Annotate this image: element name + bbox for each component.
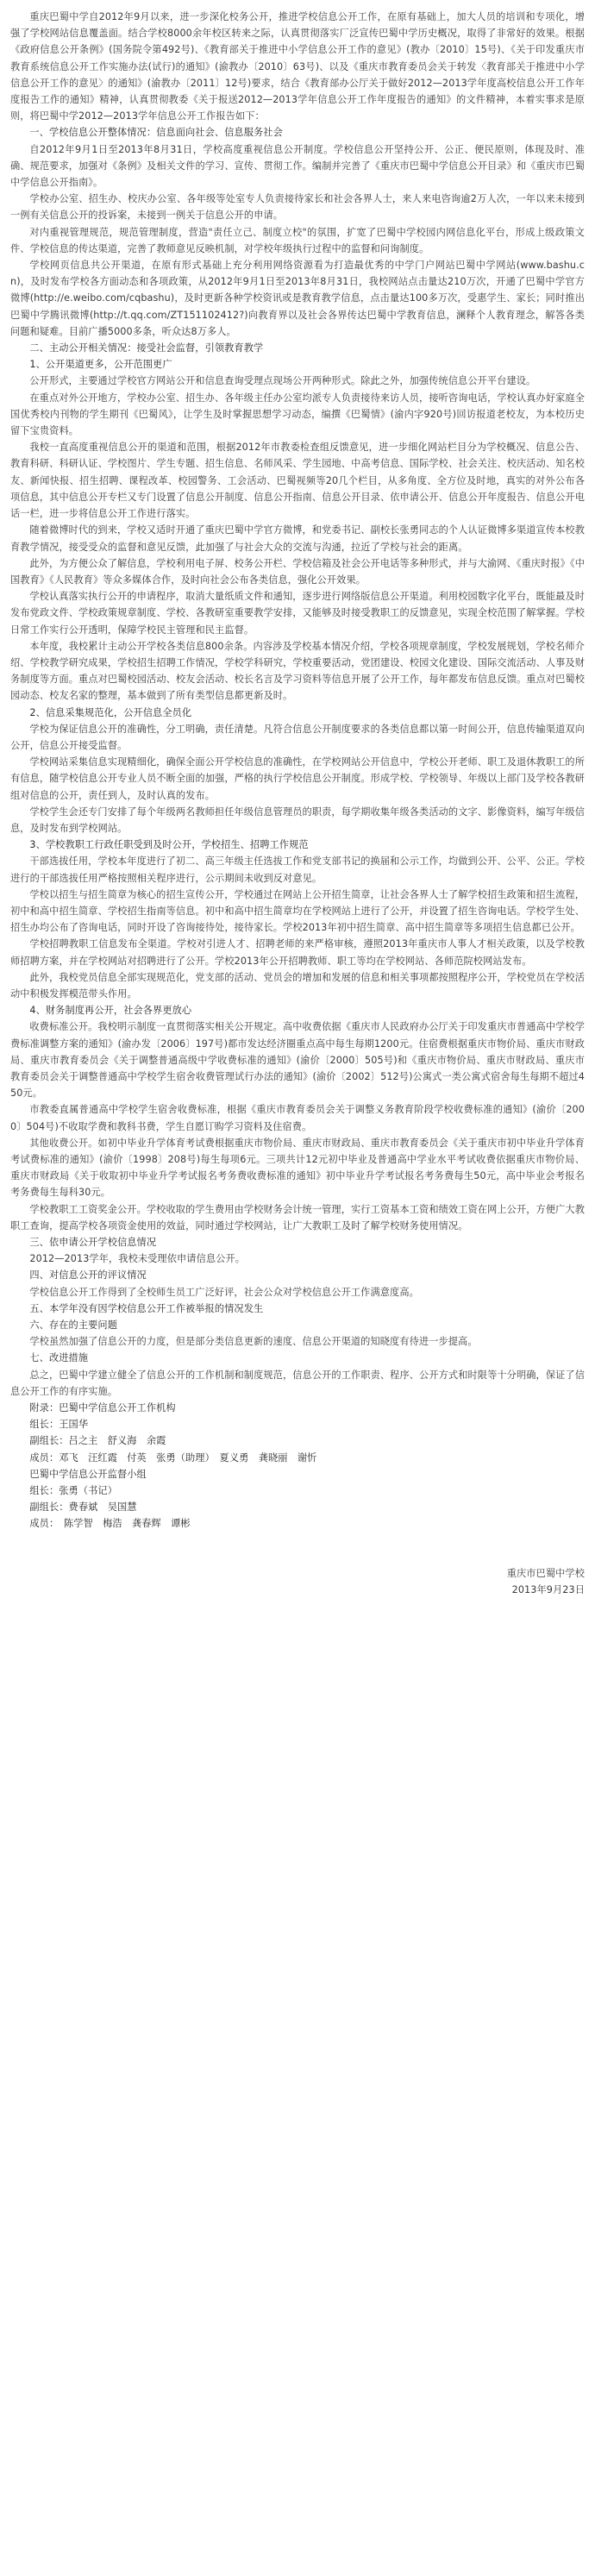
paragraph: 其他收费公开。如初中毕业升学体育考试费根据重庆市物价局、重庆市财政局、重庆市教育委员会《关于重庆市初中毕业升学体育考试费标准的通知》(渝价〔1998〕208号)每生每项6元。三项共计12元初中毕业及普通高中学业水平考试收费依据重庆市物价局、重庆市财政局《关于收取初中毕业升学考试报名考务费收费标准的通知》初中毕业升学考试报名考务费每生50元，高中毕业会考报名考务费每生每科30元。 — [10, 1137, 585, 1199]
paragraph: 对内重视管理规范，规范管理制度，营造"责任立己、制度立校"的氛围，扩宽了巴蜀中学校园内网信息化平台，形成上级政策文件、学校信息的传达渠道，完善了教师意见反映机制，对学校年级执行过程中的监督和问询制度。 — [10, 226, 585, 254]
paragraph: 学校以招生与招生简章为核心的招生宣传公开，学校通过在网站上公开招生简章，让社会各界人士了解学校招生政策和招生流程，初中和高中招生简章、学校招生指南等信息。初中和高中招生简章均在学校网站上进行了公开，并设置了招生咨询电话。学校学生处、招生办均公布了咨询电话，同时开设了咨询接待处，接待家长。学校2013年初中招生简章、高中招生简章等多项招生信息都已公开。 — [10, 888, 585, 934]
paragraph: 学校学生会还专门安排了每个年级两名教师担任年级信息管理员的职责，每学期收集年级各类活动的文字、影像资料，编写年级信息，及时发布到学校网站。 — [10, 805, 585, 834]
paragraph: 学校招聘教职工信息发布全渠道。学校对引进人才、招聘老师的来严格审核，遵照2013年重庆市人事人才相关政策，以及学校教师招聘方案，并在学校网站对招聘进行了公开。学校2013年公开招聘教师、职工等均在学校网站、各师范院校网站发布。 — [10, 938, 585, 967]
paragraph: 总之，巴蜀中学建立健全了信息公开的工作机制和制度规范，信息公开的工作职责、程序、公开方式和时限等十分明确，保证了信息公开工作的有序实施。 — [10, 1369, 585, 1397]
paragraph: 此外，为方便公众了解信息，学校利用电子屏、校务公开栏、学校信箱及社会公开电话等多种形式，并与大渝网、《重庆时报》《中国教育》《人民教育》等众多媒体合作，及时向社会公布各类信息，强化公开效果。 — [10, 557, 585, 586]
section-heading: 成员：邓飞 汪红霞 付英 张勇（助理） 夏义勇 龚晓丽 谢忻 — [29, 1451, 317, 1463]
signature-org: 重庆市巴蜀中学校 — [506, 1567, 585, 1579]
paragraph: 学校网站采集信息实现精细化，确保全面公开学校信息的准确性，在学校网站公开信息中，学校公开老师、职工及退休教职工的所有信息，随学校信息公开专业人员不断全面的加强，严格的执行学校信息公开制度。形成学校、学校领导、年级以上部门及学校各教研组对信息的公开，责任到人，及时认真的发布。 — [10, 756, 585, 801]
section-heading: 1、公开渠道更多，公开范围更广 — [29, 359, 172, 371]
paragraph: 学校办公室、招生办、校庆办公室、各年级等处室专人负责接待家长和社会各界人士，来人来电咨询逾2万人次，一年以来未接到一例有关信息公开的投诉案，未接到一例关于信息公开的申请。 — [10, 193, 585, 222]
paragraph: 自2012年9月1日至2013年8月31日，学校高度重视信息公开制度。学校信息公开坚持公开、公正、便民原则，体现及时、准确、规范要求，加强对《条例》及相关文件的学习、宣传、贯彻工作。编制并完善了《重庆市巴蜀中学信息公开目录》和《重庆市巴蜀中学信息公开指南》。 — [10, 143, 585, 189]
section-heading: 成员： 陈学智 梅浩 龚春辉 谭彬 — [29, 1518, 191, 1530]
section-heading: 副组长：费春斌 吴国慧 — [29, 1501, 137, 1514]
paragraph: 重庆巴蜀中学自2012年9月以来，进一步深化校务公开，推进学校信息公开工作，在原有基础上，加大人员的培训和专项化，增强了学校网站信息覆盖面。结合学校8000余年校区转来之际，认真贯彻落实厂泛宣传巴蜀中学历史概况，取得了非常好的效果。根据《政府信息公开条例》(国务院令第492号)、《教育部关于推进中小学信息公开工作的意见》(教办〔2010〕15号)、《关于印发重庆市教育系统信息公开工作实施办法(试行)的通知》(渝教办〔2010〕63号)、以及《重庆市教育委员会关于转发〈教育部关于推进中小学信息公开工作的意见〉的通知》(渝教办〔2011〕12号)要求，结合《教育部办公厅关于做好2012—2013学年度高校信息公开工作年度报告工作的通知》精神，认真贯彻教委《关于报送2012—2013学年信息公开工作年度报告的通知》的文件精神，本着实事求是原则，将巴蜀中学2012—2013学年信息公开工作报告如下： — [10, 11, 585, 122]
spacer — [10, 1532, 585, 1549]
paragraph: 在重点对外公开地方，学校办公室、招生办、各年级主任办公室均派专人负责接待来访人员，接听咨询电话，学校认真办好家庭全国优秀校内刊物的学生期刊《巴蜀风》，让学生及时掌握思想学习动态，编撰《巴蜀情》(渝内字920号)回访报道老校友，为本校历史留下宝贵资料。 — [10, 392, 585, 437]
section-heading: 一、学校信息公开整体情况：信息面向社会、信息服务社会 — [29, 127, 283, 139]
section-heading: 六、存在的主要问题 — [29, 1319, 117, 1332]
section-heading: 巴蜀中学信息公开监督小组 — [29, 1468, 147, 1480]
paragraph: 公开形式，主要通过学校官方网站公开和信息查询受理点现场公开两种形式。除此之外，加强传统信息公开平台建设。 — [29, 375, 536, 387]
section-heading: 四、对信息公开的评议情况 — [29, 1269, 147, 1282]
paragraph: 市教委直属普通高中学校学生宿舍收费标准，根据《重庆市教育委员会关于调整义务教育阶段学校收费标准的通知》(渝价〔2000〕504号)不收取学费和教科书费，学生自愿订购学习资料及住宿费。 — [10, 1104, 585, 1132]
paragraph: 本年度，我校累计主动公开学校各类信息800余条。内容涉及学校基本情况介绍，学校各项规章制度，学校发展规划，学校名师介绍、学校教学研究成果，学校招生招聘工作情况，学校学科研究，学校重要活动，党团建设、校园文化建设、国际交流活动、人事及财务制度等方面。重点对巴蜀校园活动、校友会活动、校长名言及学习资料等信息开展了公开工作，每年都发布信息反馈。重点对巴蜀校园动态、校友名家的整理，基本做到了所有类型信息都更新及时。 — [10, 640, 585, 702]
section-heading: 组长：张勇（书记） — [29, 1485, 117, 1497]
paragraph: 此外，我校党员信息全部实现规范化，党支部的活动、党员会的增加和发展的信息和相关事项都按照程序公开，学校党员在学校活动中积极发挥模范带头作用。 — [10, 971, 585, 1000]
section-heading: 五、本学年没有因学校信息公开工作被举报的情况发生 — [29, 1302, 264, 1314]
section-heading: 七、改进措施 — [29, 1352, 89, 1364]
section-heading: 二、主动公开相关情况：接受社会监督，引领教育教学 — [29, 342, 264, 354]
paragraph: 学校为保证信息公开的准确性，分工明确，责任清楚。凡符合信息公开制度要求的各类信息都以第一时间公开，信息传输渠道双向公开，信息公开接受监督。 — [10, 723, 585, 751]
paragraph: 学校信息公开工作得到了全校师生员工广泛好评，社会公众对学校信息公开工作满意度高。 — [29, 1286, 419, 1298]
section-heading: 三、依申请公开学校信息情况 — [29, 1237, 157, 1249]
document-body — [10, 9, 585, 1532]
section-heading: 2、信息采集规范化，公开信息全员化 — [29, 706, 192, 718]
section-heading: 3、学校教职工行政任职受到及时公开，学校招生、招聘工作规范 — [29, 839, 309, 851]
paragraph: 学校网页信息共公开渠道，在原有形式基础上充分利用网络资源看为打造最优秀的中学门户网站巴蜀中学网站(www.bashu.cn)，及时发布学校各方面动态和各项政策，从2012年9月1日至2013年8月31日，我校网站点击量达210万次，开通了巴蜀中学官方微博(http://e.weibo.com/cqbashu)，及时更新各种学校资讯或是教育教学信息，点击量达100多万次，受惠学生、家长；同时推出巴蜀中学腾讯微博(http://t.qq.com/ZT151102412?)向教育界以及社会各界传达巴蜀中学教育信息，澜释个人教育理念，解答各类问题和疑难。目前广播5000多条，听众达8万多人。 — [10, 260, 585, 337]
section-heading: 附录：巴蜀中学信息公开工作机构 — [29, 1402, 176, 1414]
paragraph: 我校一直高度重视信息公开的渠道和范围，根据2012年市教委检查组反馈意见，进一步细化网站栏目分为学校概况、信息公告、教育科研、科研认证、学校图片、学生专题、招生信息、名师风采、学生园地、中高考信息、国际学校、社会关注、校庆活动、知名校友、新闻快报、招生招聘、课程改革、校园警务、工会活动、巴蜀视频等20几个栏目，从多角度、全方位及时地，真实的对外公布各项信息，其中信息公开专栏又专门设置了信息公开制度、信息公开指南、信息公开目录、依申请公开、信息公开年度报告、信息公开电话一栏，进一步将信息公开工作进行落实。 — [10, 442, 585, 520]
paragraph: 学校认真落实执行公开的申请程序，取消大量纸质文件和通知，逐步进行网络版信息公开渠道。利用校园数字化平台，既能最及时发布党政文件、学校政策规章制度、学校、各教研室重要教学安排，又能够及时接受教职工的反馈意见，实现全校范围了解掌握。学校日常工作实行公开透明，保障学校民主管理和民主监督。 — [10, 591, 585, 636]
paragraph: 随着微博时代的到来，学校又适时开通了重庆巴蜀中学官方微博，和党委书记、副校长张勇同志的个人认证微博多渠道宣传本校教育教学情况，接受受众的监督和意见反馈，此加强了与社会大众的交流与沟通，拉近了学校与社会的距离。 — [10, 524, 585, 553]
paragraph: 学校虽然加强了信息公开的力度，但是部分类信息更新的速度、信息公开渠道的知晓度有待进一步提高。 — [29, 1336, 478, 1348]
spacer — [10, 1549, 585, 1565]
section-heading: 4、财务制度再公开，社会各界更放心 — [29, 1005, 192, 1017]
paragraph: 2012—2013学年，我校未受理依申请信息公开。 — [29, 1253, 246, 1265]
paragraph: 学校教职工工资奖金公开。学校收取的学生费用由学校财务会计统一管理，实行工资基本工资和绩效工资在网上公开，方便广大教职工查询，提高学校各项资金使用的效益，同时通过学校网站，让广大教职工及时了解学校财务使用情况。 — [10, 1203, 585, 1232]
section-heading: 副组长：吕之主 舒义海 余霞 — [29, 1435, 166, 1447]
paragraph: 收费标准公开。我校明示制度一直贯彻落实相关公开规定。高中收费依据《重庆市人民政府办公厅关于印发重庆市普通高中学校学费标准调整方案的通知》(渝办发〔2006〕197号)都市发达经济圈重点高中每生每期1200元。住宿费根据重庆市物价局、重庆市财政局、重庆市教育委员会《关于调整普通高级中学收费标准的通知》(渝价〔2000〕505号)和《重庆市物价局、重庆市财政局、重庆市教育委员会关于调整普通高中学校学生宿舍收费管理试行办法的通知》(渝价〔2002〕512号)公寓式一类公寓式宿舍每生每期不超过450元。 — [10, 1021, 585, 1100]
paragraph: 干部选拔任用，学校本年度进行了初二、高三年级主任选拔工作和党支部书记的换届和公示工作，均做到公开、公平、公正。学校进行的干部选拔任用严格按照相关程序进行，公示期间未收到反对意见。 — [10, 856, 585, 884]
section-heading: 组长：王国华 — [29, 1419, 89, 1431]
signature-date: 2013年9月23日 — [511, 1583, 585, 1595]
